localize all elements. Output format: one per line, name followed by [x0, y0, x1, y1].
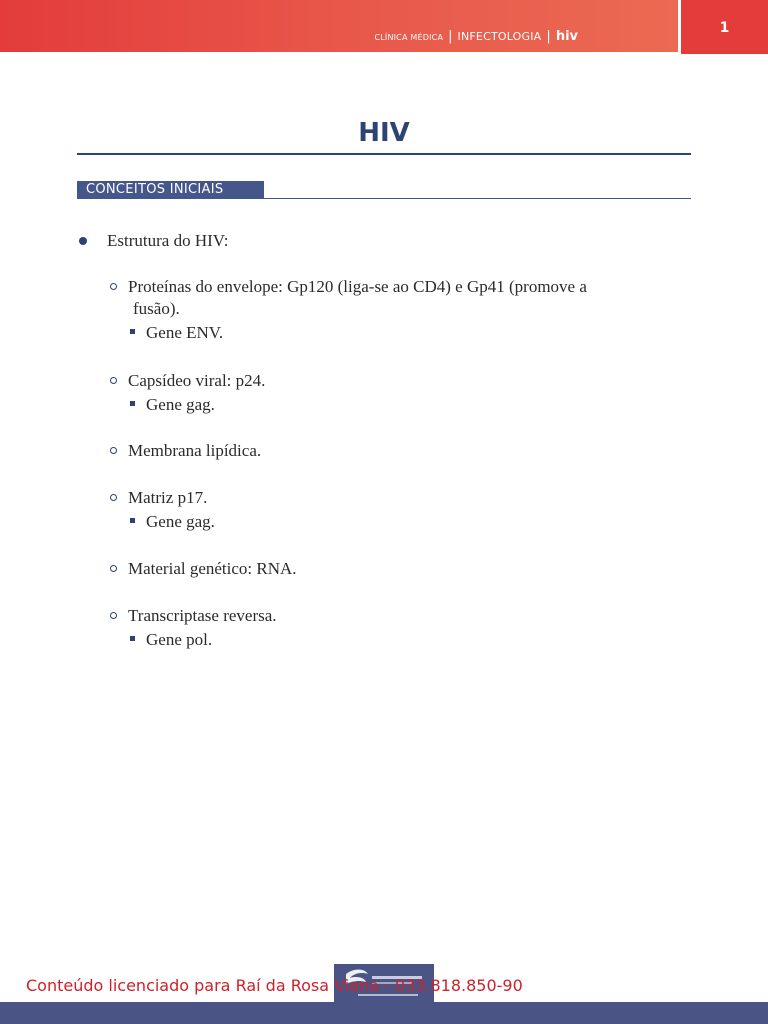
bullet-square-icon [130, 401, 135, 406]
page-title: HIV [358, 118, 410, 148]
list-item: Transcriptase reversa. [128, 606, 277, 625]
list-item-continuation: fusão). [133, 299, 180, 318]
bullet-circle-icon [110, 283, 117, 290]
bullet-circle-icon [110, 565, 117, 572]
page-number: 1 [719, 20, 730, 36]
list-item: Material genético: RNA. [128, 559, 297, 578]
list-item: Matriz p17. [128, 488, 208, 507]
section-heading: CONCEITOS INICIAIS [77, 181, 264, 199]
breadcrumb-separator: | [448, 29, 453, 44]
bullet-dot-icon [79, 237, 87, 245]
bullet-square-icon [130, 329, 135, 334]
breadcrumb-clinica-medica: CLÍNICA MÉDICA [374, 33, 444, 42]
bullet-circle-icon [110, 377, 117, 384]
breadcrumb-separator: | [546, 29, 551, 44]
list-item: Membrana lipídica. [128, 441, 262, 460]
sub-list-item: Gene ENV. [146, 323, 224, 342]
sub-list-item: Gene gag. [146, 512, 215, 531]
list-item: Proteínas do envelope: Gp120 (liga-se ao CD4) e Gp41 (promove a [128, 277, 587, 296]
footer-bar [0, 1002, 768, 1024]
breadcrumb-infectologia: INFECTOLOGIA [457, 30, 542, 43]
sub-list-item: Gene gag. [146, 395, 215, 414]
sub-list-item: Gene pol. [146, 630, 213, 649]
bullet-square-icon [130, 518, 135, 523]
bullet-circle-icon [110, 494, 117, 501]
list-item-main: Estrutura do HIV: [107, 231, 229, 250]
bullet-square-icon [130, 636, 135, 641]
bullet-circle-icon [110, 447, 117, 454]
bullet-circle-icon [110, 612, 117, 619]
list-item: Capsídeo viral: p24. [128, 371, 266, 390]
license-notice: Conteúdo licenciado para Raí da Rosa Viana - 033.818.850-90 [26, 976, 523, 995]
breadcrumb-hiv: hiv [555, 29, 578, 44]
